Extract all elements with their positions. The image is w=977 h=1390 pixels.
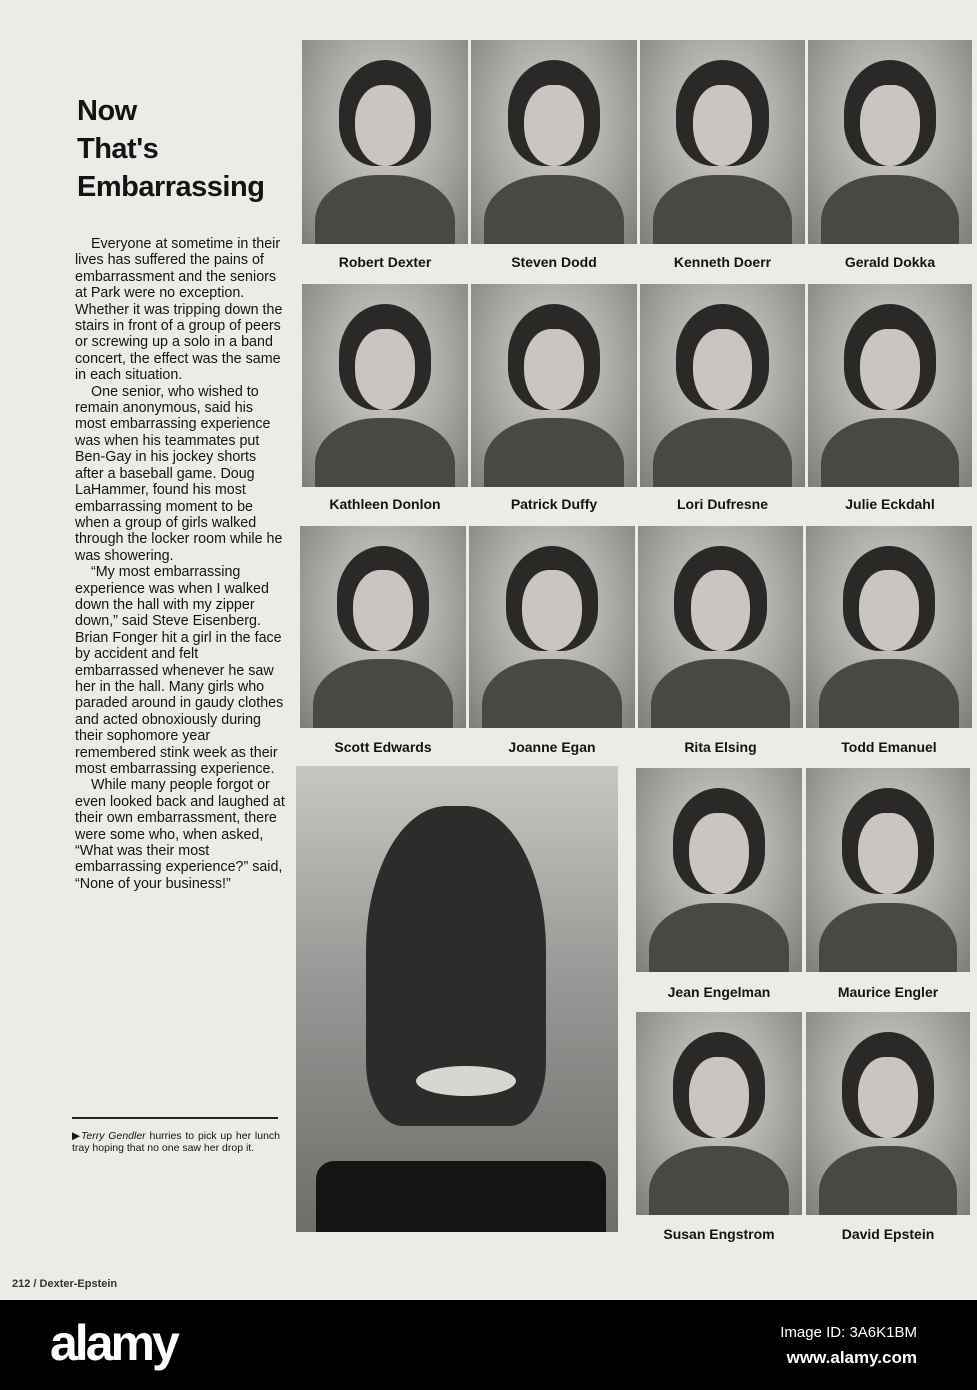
portrait-name: Joanne Egan <box>508 739 596 755</box>
caption-name: Terry Gendler <box>80 1130 146 1142</box>
portrait-face <box>859 570 919 651</box>
portrait-body <box>651 659 790 728</box>
caption-divider <box>72 1117 278 1119</box>
portrait-body <box>819 1146 957 1215</box>
portrait-photo <box>302 40 468 244</box>
portrait-name: Kathleen Donlon <box>329 496 441 512</box>
portrait-name: Patrick Duffy <box>510 496 598 512</box>
portrait-name: Scott Edwards <box>334 739 432 755</box>
portrait-face <box>693 329 752 410</box>
title-line: That's <box>77 133 159 165</box>
portrait-photo <box>806 1012 970 1215</box>
portrait-name: Gerald Dokka <box>844 254 936 270</box>
portrait-photo <box>636 768 802 972</box>
portrait-face <box>858 813 917 895</box>
site-url: www.alamy.com <box>786 1348 917 1367</box>
title-line: Now <box>77 95 137 127</box>
portrait-face <box>522 570 582 651</box>
paragraph: While many people forgot or even looked back and laughed at their own embarrassment, there were some who, when asked, “What was their most embarrassing experience?” said, “None of your business!” <box>75 777 285 892</box>
portrait-photo <box>300 526 466 728</box>
portrait-photo <box>808 40 972 244</box>
portrait-face <box>860 329 919 410</box>
alamy-logo: alamy <box>50 1315 177 1371</box>
portrait-face <box>355 85 415 167</box>
dark-case <box>316 1161 606 1232</box>
portrait-photo <box>469 526 635 728</box>
portrait-face <box>858 1057 917 1138</box>
portrait-name: David Epstein <box>841 1226 935 1242</box>
portrait-face <box>691 570 750 651</box>
page-footer: 212 / Dexter-Epstein <box>12 1278 118 1290</box>
portrait-name: Kenneth Doerr <box>673 254 772 270</box>
portrait-face <box>524 85 584 167</box>
portrait-name: Jean Engelman <box>667 984 771 1000</box>
portrait-body <box>482 659 621 728</box>
portrait-name: Maurice Engler <box>837 984 939 1000</box>
portrait-photo <box>636 1012 802 1215</box>
portrait-name: Robert Dexter <box>338 254 432 270</box>
portrait-photo <box>806 526 972 728</box>
paragraph: “My most embarrassing experience was when I walked down the hall with my zipper down,” said Steve Eisenberg. Brian Fonger hit a girl in the face by accident and felt embarrassed whenever he saw her in the hall. Many girls who paraded around in gaudy clothes and acted obnoxiously during their sophomore year remembered stink week as their most embarrassing experience. <box>75 564 284 777</box>
portrait-body <box>821 418 959 487</box>
portrait-name: Susan Engstrom <box>663 1226 775 1242</box>
portrait-photo <box>302 284 468 487</box>
portrait-body <box>819 903 957 972</box>
candid-photo <box>296 766 618 1232</box>
portrait-face <box>689 813 749 895</box>
portrait-body <box>819 659 958 728</box>
portrait-photo <box>638 526 803 728</box>
portrait-body <box>649 903 788 972</box>
portrait-body <box>649 1146 788 1215</box>
portrait-photo <box>640 40 805 244</box>
portrait-photo <box>806 768 970 972</box>
portrait-face <box>689 1057 749 1138</box>
portrait-name: Julie Eckdahl <box>845 496 935 512</box>
portrait-body <box>653 418 792 487</box>
portrait-photo <box>808 284 972 487</box>
portrait-body <box>484 418 623 487</box>
portrait-face <box>693 85 752 167</box>
portrait-body <box>313 659 452 728</box>
portrait-photo <box>471 284 637 487</box>
title-line: Embarrassing <box>77 171 265 203</box>
lunch-tray <box>416 1066 516 1096</box>
portrait-name: Rita Elsing <box>684 739 757 755</box>
portrait-face <box>353 570 413 651</box>
paragraph: Everyone at sometime in their lives has suffered the pains of embarrassment and the seniors at Park were no exception. Whether it was tripping down the stairs in front of a group of peers or screwing up a solo in a band concert, the effect was the same in each situation. <box>75 236 283 384</box>
portrait-name: Steven Dodd <box>511 254 597 270</box>
portrait-face <box>524 329 584 410</box>
photo-caption: ▶Terry Gendler hurries to pick up her lunch tray hoping that no one saw her drop it. <box>72 1130 280 1154</box>
portrait-body <box>315 175 454 244</box>
paragraph: One senior, who wished to remain anonymous, said his most embarrassing experience was when his teammates put Ben-Gay in his jockey shorts after a baseball game. Doug LaHammer, found his most embarrassing moment to be when a group of girls walked through the locker room while he was showering. <box>75 383 283 564</box>
portrait-body <box>821 175 959 244</box>
portrait-name: Lori Dufresne <box>676 496 768 512</box>
portrait-body <box>484 175 623 244</box>
caption-text: hurries to pick up her lunch tray hoping that no one saw her drop it. <box>72 1130 280 1154</box>
portrait-photo <box>640 284 805 487</box>
portrait-body <box>653 175 792 244</box>
image-id: Image ID: 3A6K1BM <box>780 1324 917 1341</box>
portrait-name: Todd Emanuel <box>841 739 937 755</box>
portrait-photo <box>471 40 637 244</box>
watermark-bar <box>0 1300 977 1390</box>
article-body <box>75 236 285 892</box>
portrait-face <box>860 85 919 167</box>
portrait-body <box>315 418 454 487</box>
article-title <box>77 92 264 206</box>
portrait-face <box>355 329 415 410</box>
